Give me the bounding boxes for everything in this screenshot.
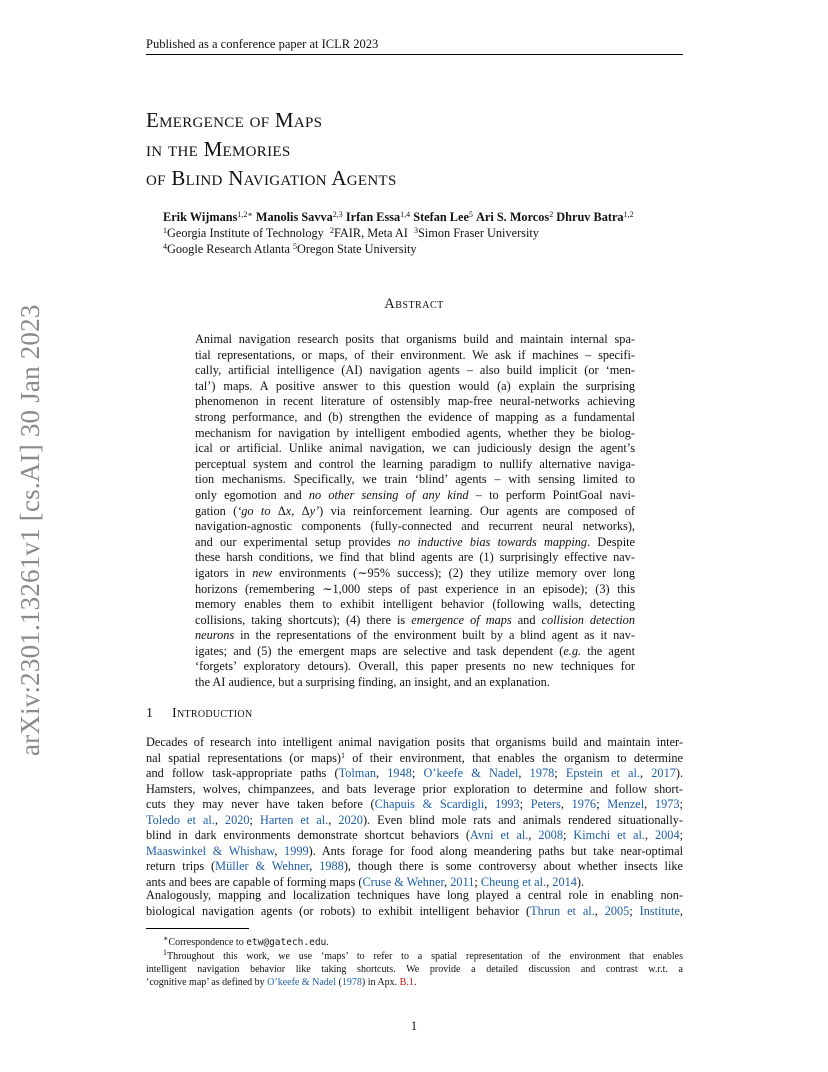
arxiv-stamp-text: arXiv:2301.13261v1 [cs.AI] 30 Jan 2023 xyxy=(15,304,45,756)
citation-link[interactable]: Thrun et al. xyxy=(530,903,595,918)
section-number: 1 xyxy=(146,706,153,721)
text-line: collisions, taking shortcuts); (4) there is emergence of maps and collision detection xyxy=(195,612,635,627)
text-line: igates; and (5) the emergent maps are selective and task dependent (e.g. the agent xyxy=(195,643,635,658)
text-line: Toledo et al., 2020; Harten et al., 2020). Even blind mole rats and animals rendered situationally- xyxy=(146,812,683,827)
citation-link[interactable]: 1999 xyxy=(284,843,309,858)
text-line: Decades of research into intelligent animal navigation posits that organisms build and maintain inter- xyxy=(146,735,683,749)
text-line: Animal navigation research posits that organisms build and maintain internal spa- xyxy=(195,332,635,346)
text-line: the AI audience, but a surprising finding, an insight, and an explanation. xyxy=(195,675,550,690)
text-line: gation (‘go to Δx, Δy’) via reinforcement learning. Our agents are composed of xyxy=(195,503,636,518)
title-line-3: of Blind Navigation Agents xyxy=(146,166,397,190)
author-affil-mark: 1,4 xyxy=(400,210,411,219)
author-name: Erik Wijmans xyxy=(163,210,238,224)
abstract-heading: Abstract xyxy=(384,296,444,312)
affiliation: Oregon State University xyxy=(297,242,417,256)
affiliations-line-1: $^1$Georgia Institute of Technology $^2$FAIR, Meta AI $^3$Simon Fraser University xyxy=(163,226,539,240)
text-line: ants and bees are capable of forming maps (Cruse & Wehner, 2011; Cheung et al., 2014). xyxy=(146,874,585,889)
text-line: cally, artificial intelligence (AI) navigation agents – also build implicit (or ‘men- xyxy=(195,363,635,378)
citation-link[interactable]: 1976 xyxy=(571,797,597,811)
text-line: navigation-agnostic components (fully-connected and recurrent neural networks), xyxy=(195,519,635,534)
citation-link[interactable]: 2017 xyxy=(651,766,676,780)
citation-link[interactable]: 2005 xyxy=(604,903,630,918)
citation-link[interactable]: O’keefe & Nadel xyxy=(267,977,337,988)
author-block xyxy=(163,209,634,257)
text-line: strong performance, and (b) strengthen the evidence of mapping as a fundamental xyxy=(195,409,635,424)
header-rule xyxy=(146,54,683,55)
text-line: horizons (remembering ∼1,000 steps of past experience in an episode); (3) this xyxy=(195,581,635,596)
citation-link[interactable]: 2020 xyxy=(338,812,363,827)
affiliation: Simon Fraser University xyxy=(418,226,539,240)
citation-link[interactable]: 2014 xyxy=(552,874,577,889)
citation-link[interactable]: 1978 xyxy=(341,977,362,988)
citation-link[interactable]: Müller & Wehner xyxy=(215,859,310,873)
footnote-rule xyxy=(146,928,249,929)
citation-link[interactable]: Cruse & Wehner xyxy=(362,874,445,889)
citation-link[interactable]: Epstein et al. xyxy=(565,766,640,780)
citation-link[interactable]: 1973 xyxy=(654,797,680,811)
text-line: tal’) maps. A positive answer to this question would (a) explain the surprising xyxy=(195,378,635,393)
section-title: Introduction xyxy=(172,706,253,721)
text-line: phenomenon in recent literature of ostensibly map-free neural-networks achieving xyxy=(195,394,635,409)
intro-paragraph-2 xyxy=(146,888,683,919)
citation-link[interactable]: 1988 xyxy=(319,859,344,873)
footnote-maps xyxy=(146,950,683,989)
footnote-correspondence: ∗Correspondence to etw@gatech.edu. xyxy=(163,934,329,948)
text-line: igators in new environments (∼95% success); (2) they utilize memory over long xyxy=(195,565,635,580)
citation-link[interactable]: O’keefe & Nadel xyxy=(423,766,519,780)
author-name: Irfan Essa xyxy=(345,210,401,224)
text-line: tion mechanisms. Specifically, we train ‘blind’ agents – with sensing limited to xyxy=(195,472,635,487)
text-line: and follow task-appropriate paths (Tolman, 1948; O’keefe & Nadel, 1978; Epstein et al., 2017). xyxy=(146,766,684,780)
text-line: Hamsters, wolves, chimpanzees, and bats leverage prior exploration to determine and follow short- xyxy=(146,781,683,796)
citation-link[interactable]: Harten et al. xyxy=(259,812,329,827)
citation-link[interactable]: Chapuis & Scardigli xyxy=(374,797,485,811)
citation-link[interactable]: 1978 xyxy=(529,766,555,780)
text-line: return trips (Müller & Wehner, 1988), though there is some controversy about whether insects like xyxy=(146,859,683,873)
citation-link[interactable]: Tolman xyxy=(338,766,376,780)
citation-link[interactable]: Cheung et al. xyxy=(480,874,547,889)
affiliation: FAIR, Meta AI xyxy=(333,226,408,240)
author-names xyxy=(163,209,634,225)
text-line: cuts they may never have taken before (Chapuis & Scardigli, 1993; Peters, 1976; Menzel, 1973; xyxy=(146,797,683,811)
affiliations-line-2: $^4$Google Research Atlanta $^5$Oregon State University xyxy=(163,242,417,256)
email-text: etw@gatech.edu xyxy=(246,937,327,948)
citation-link[interactable]: 2011 xyxy=(450,874,475,889)
citation-link[interactable]: 1948 xyxy=(387,766,412,780)
author-affil-mark: 2,3 xyxy=(332,210,343,219)
text-line: nal spatial representations (or maps)$^1$ of their environment, that enables the organism to determine xyxy=(146,750,684,765)
footnote-line: intelligent navigation behavior like taking shortcuts. We provide a detailed discussion and contrast w.r.t. a xyxy=(146,964,683,975)
appendix-ref-link[interactable]: B.1 xyxy=(399,977,414,988)
text-line: perceptual system and control the learning paradigm to nullify alternative naviga- xyxy=(195,456,635,471)
citation-link[interactable]: Avni et al. xyxy=(469,828,529,842)
citation-link[interactable]: Toledo et al. xyxy=(146,812,215,827)
text-line: tial representations, or maps, of their environment. We ask if machines – specifi- xyxy=(195,347,635,362)
text-line: ‘forgets’ exploratory detours). Overall, this paper presents no new techniques for xyxy=(195,659,635,674)
citation-link[interactable]: 2008 xyxy=(538,828,563,842)
author-affil-mark: 1,2∗ xyxy=(237,210,253,219)
author-affil-mark: 2 xyxy=(549,210,554,219)
arxiv-stamp xyxy=(8,296,58,756)
abstract-body xyxy=(195,332,635,691)
running-header: Published as a conference paper at ICLR 2023 xyxy=(146,37,379,51)
citation-link[interactable]: 1993 xyxy=(495,797,520,811)
text-line: memory enables them to exhibit intelligent behavior (following walls, detecting xyxy=(195,597,635,612)
citation-link[interactable]: Peters xyxy=(530,797,561,811)
text-line: blind in dark environments demonstrate shortcut behaviors (Avni et al., 2008; Kimchi et al., 2004; xyxy=(146,828,684,842)
author-affil-mark: 1,2 xyxy=(623,210,634,219)
section-heading xyxy=(146,706,252,722)
affiliation: Georgia Institute of Technology xyxy=(167,226,324,240)
author-name: Ari S. Morcos xyxy=(476,210,550,224)
citation-link[interactable]: Institute xyxy=(639,903,680,918)
citation-link[interactable]: 2020 xyxy=(224,812,250,827)
paper-title xyxy=(146,106,397,193)
author-name: Dhruv Batra xyxy=(556,210,624,224)
text-line: only egomotion and no other sensing of any kind – to perform PointGoal navi- xyxy=(195,487,636,502)
author-name: Manolis Savva xyxy=(255,210,333,224)
citation-link[interactable]: Kimchi et al. xyxy=(573,828,645,842)
affiliation: Google Research Atlanta xyxy=(167,242,290,256)
footnote-line: $^1$Throughout this work, we use ‘maps’ to refer to a spatial representation of the environment that enables xyxy=(163,948,683,962)
author-name: Stefan Lee xyxy=(413,210,469,224)
text-line: Maaswinkel & Whishaw, 1999). Ants forage for food along meandering paths but take near-optimal xyxy=(146,843,683,858)
citation-link[interactable]: Menzel xyxy=(607,797,645,811)
text-line: ical or artificial. Unlike animal navigation, we can judiciously design the agent’s xyxy=(195,441,635,456)
title-line-2: in the Memories xyxy=(146,137,291,161)
text-line: these harsh conditions, we find that blind agents are (1) surprisingly effective nav- xyxy=(195,550,635,565)
author-affil-mark: 5 xyxy=(468,210,473,219)
intro-paragraph-1 xyxy=(146,735,683,890)
title-line-1: Emergence of Maps xyxy=(146,108,323,132)
citation-link[interactable]: Maaswinkel & Whishaw xyxy=(146,843,275,858)
text-line: mechanism for navigation by intelligent embodied agents, whether they be biolog- xyxy=(195,425,635,440)
text-line: neurons in the representations of the environment built by a blind agent as it nav- xyxy=(195,628,635,643)
footnote-line: ‘cognitive map’ as defined by O’keefe & Nadel (1978) in Apx. B.1. xyxy=(146,977,417,988)
text-line: Analogously, mapping and localization techniques have long played a central role in enabling non- xyxy=(146,888,683,902)
page-number: 1 xyxy=(410,1019,418,1033)
text-line: and our experimental setup provides no inductive bias towards mapping. Despite xyxy=(195,534,635,549)
citation-link[interactable]: 2004 xyxy=(655,828,680,842)
text-line: biological navigation agents (or robots) to exhibit intelligent behavior (Thrun et al., 2005; Institute, xyxy=(146,903,683,918)
